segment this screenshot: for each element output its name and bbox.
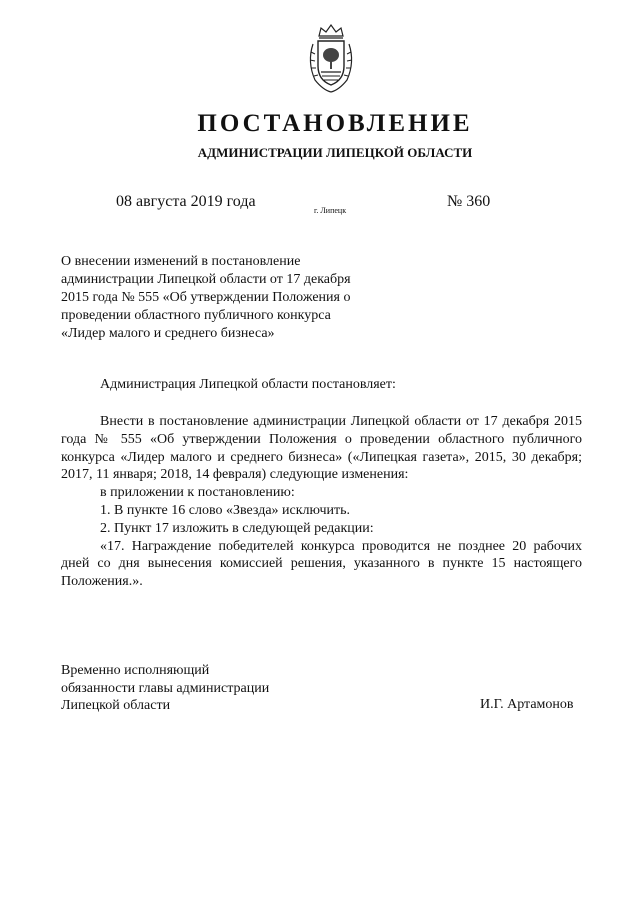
subject-line: «Лидер малого и среднего бизнеса» (61, 326, 275, 341)
subject-line: О внесении изменений в постановление (61, 254, 301, 269)
document-number: № 360 (447, 193, 491, 210)
signer-name: И.Г. Артамонов (480, 697, 574, 712)
body-paragraph: в приложении к постановлению: (100, 485, 295, 501)
subject-line: проведении областного публичного конкурса (61, 308, 331, 323)
subject-line: 2015 года № 555 «Об утверждении Положения о (61, 290, 351, 305)
document-city: г. Липецк (314, 206, 347, 215)
document-subject (61, 253, 401, 343)
document-date: 08 августа 2019 года (116, 193, 256, 210)
body-paragraph: 2. Пункт 17 изложить в следующей редакции: (100, 520, 374, 536)
coat-of-arms-icon (305, 22, 357, 94)
document-subtitle: АДМИНИСТРАЦИИ ЛИПЕЦКОЙ ОБЛАСТИ (197, 145, 473, 160)
document-body (61, 413, 582, 591)
body-paragraph: 1. В пункте 16 слово «Звезда» исключить. (100, 502, 350, 518)
document-title: ПОСТАНОВЛЕНИЕ (197, 110, 473, 137)
preamble: Администрация Липецкой области постановляет: (100, 377, 396, 392)
signer-position (61, 662, 269, 715)
signer-line: Временно исполняющий (61, 663, 210, 678)
body-paragraph: Внести в постановление администрации Липецкой области от 17 декабря 2015 года № 555 «Об утверждении Положения о проведении областного публичного конкурса «Лидер малого и среднего бизнеса» («Липецкая газета», 2015, 30 декабря; 2017, 11 января; 2018, 14 февраля) следующие изменения: (61, 414, 582, 483)
signer-line: Липецкой области (61, 698, 171, 713)
subject-line: администрации Липецкой области от 17 декабря (61, 272, 351, 287)
body-paragraph: «17. Награждение победителей конкурса проводится не позднее 20 рабочих дней со дня вынесения комиссией решения, указанного в пункте 15 настоящего Положения.». (61, 538, 582, 590)
signer-line: обязанности главы администрации (61, 680, 270, 696)
